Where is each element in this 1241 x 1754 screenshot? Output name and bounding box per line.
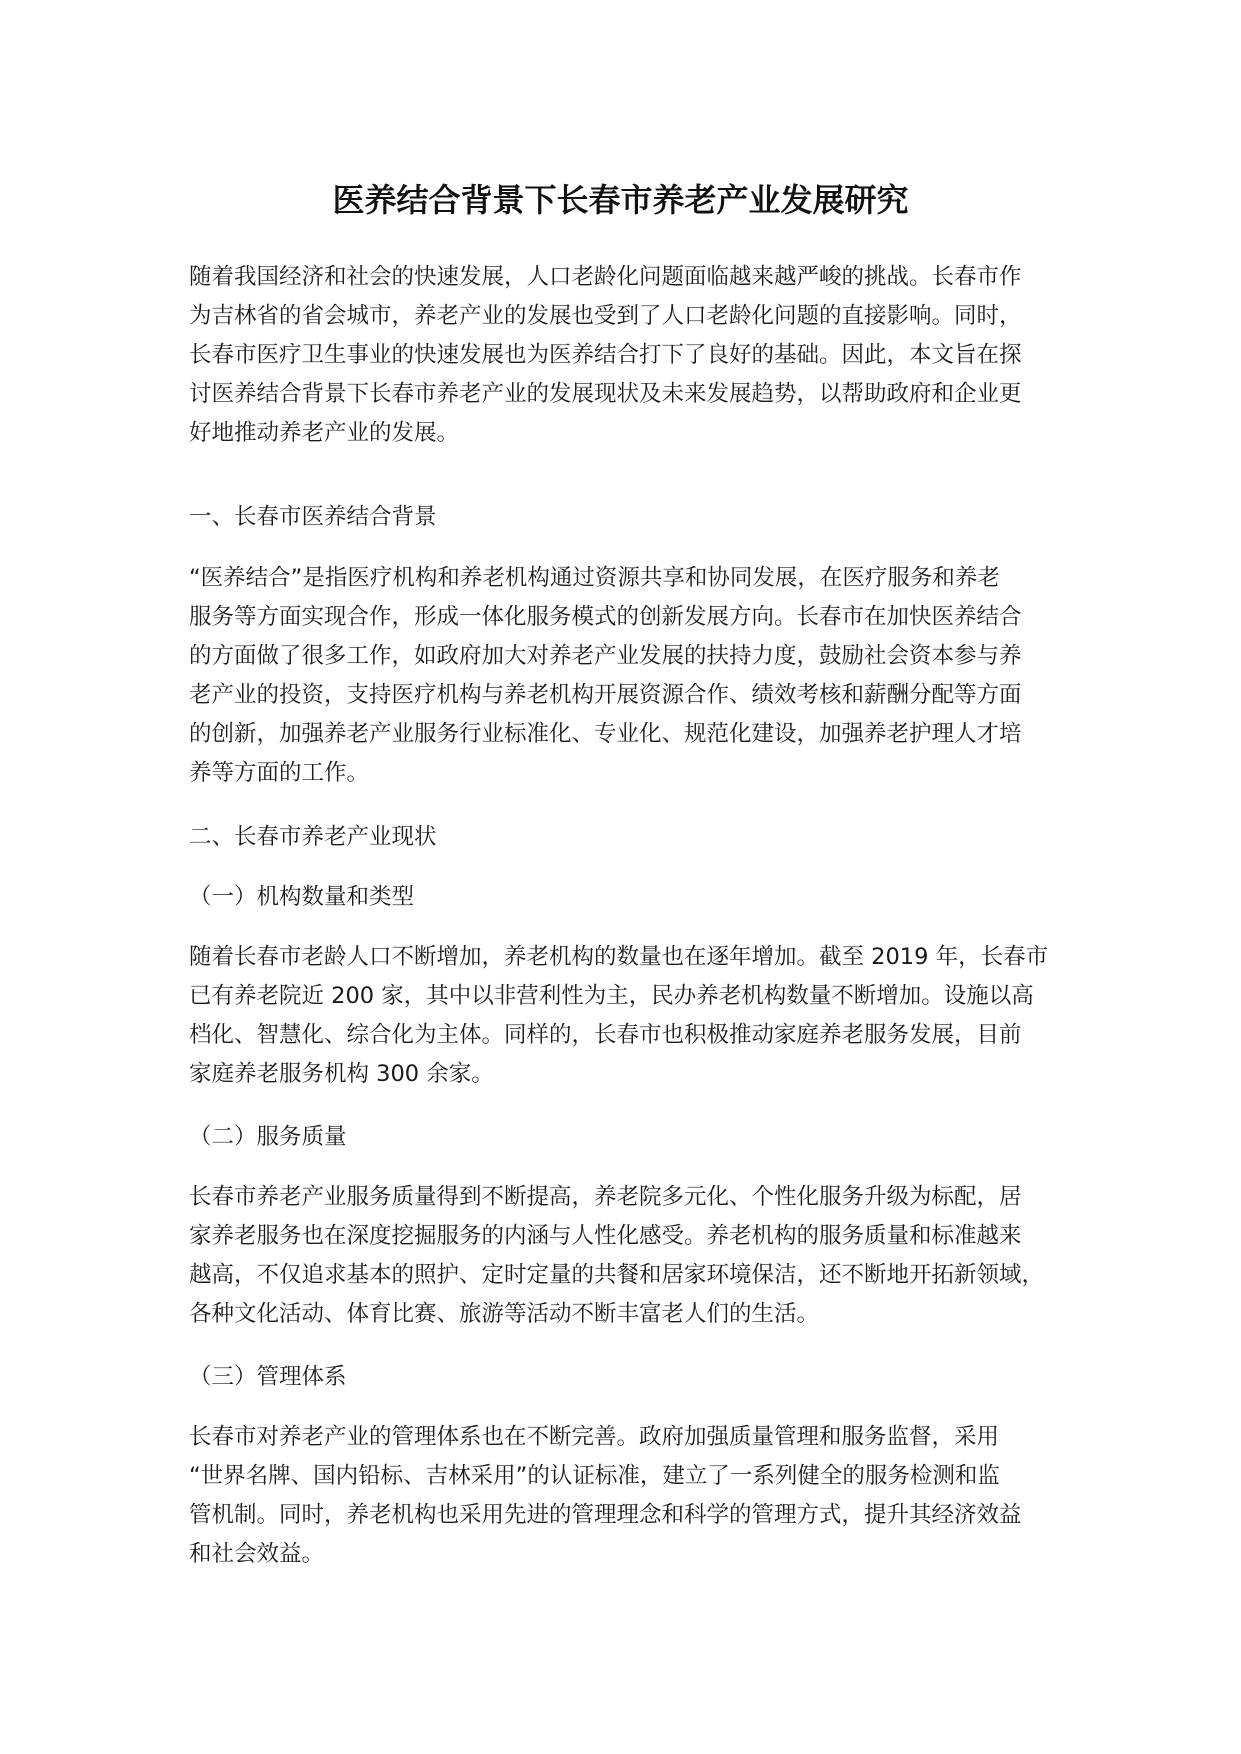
subsection-paragraph	[189, 938, 1069, 1094]
subsection-heading: （一）机构数量和类型	[189, 884, 415, 910]
text-line: 长春市养老产业服务质量得到不断提高，养老院多元化、个性化服务升级为标配，居	[189, 1184, 1022, 1210]
text-line: 长春市对养老产业的管理体系也在不断完善。政府加强质量管理和服务监督，采用	[189, 1424, 1000, 1450]
text-line: 越高，不仅追求基本的照护、定时定量的共餐和居家环境保洁，还不断地开拓新领域，	[189, 1262, 1045, 1288]
text-line: 已有养老院近 200 家，其中以非营利性为主，民办养老机构数量不断增加。设施以高	[189, 983, 1034, 1009]
intro-paragraph	[189, 258, 1069, 453]
subsection-paragraph	[189, 1178, 1069, 1334]
text-line: 的方面做了很多工作，如政府加大对养老产业发展的扶持力度，鼓励社会资本参与养	[189, 643, 1022, 669]
text-line: 服务等方面实现合作，形成一体化服务模式的创新发展方向。长春市在加快医养结合	[189, 604, 1022, 630]
text-line: 和社会效益。	[189, 1541, 325, 1567]
text-line: “医养结合”是指医疗机构和养老机构通过资源共享和协同发展，在医疗服务和养老	[189, 565, 1000, 591]
text-line: 养等方面的工作。	[189, 760, 370, 786]
text-line: 管机制。同时，养老机构也采用先进的管理理念和科学的管理方式，提升其经济效益	[189, 1502, 1022, 1528]
text-line: 好地推动养老产业的发展。	[189, 420, 460, 446]
subsection-heading: （二）服务质量	[189, 1124, 347, 1150]
section-paragraph	[189, 559, 1069, 793]
subsection-paragraph	[189, 1418, 1069, 1574]
text-line: 长春市医疗卫生事业的快速发展也为医养结合打下了良好的基础。因此，本文旨在探	[189, 342, 1022, 368]
text-line: 档化、智慧化、综合化为主体。同样的，长春市也积极推动家庭养老服务发展，目前	[189, 1022, 1022, 1048]
document-title: 医养结合背景下长春市养老产业发展研究	[332, 181, 909, 219]
subsection-heading: （三）管理体系	[189, 1364, 347, 1390]
text-line: 为吉林省的省会城市，养老产业的发展也受到了人口老龄化问题的直接影响。同时，	[189, 303, 1022, 329]
text-line: 老产业的投资，支持医疗机构与养老机构开展资源合作、绩效考核和薪酬分配等方面	[189, 682, 1022, 708]
text-line: 家庭养老服务机构 300 余家。	[189, 1061, 494, 1087]
text-line: 的创新，加强养老产业服务行业标准化、专业化、规范化建设，加强养老护理人才培	[189, 721, 1022, 747]
text-line: 讨医养结合背景下长春市养老产业的发展现状及未来发展趋势，以帮助政府和企业更	[189, 381, 1022, 407]
text-line: 随着我国经济和社会的快速发展，人口老龄化问题面临越来越严峻的挑战。长春市作	[189, 264, 1022, 290]
section-heading: 一、长春市医养结合背景	[189, 504, 437, 530]
text-line: “世界名牌、国内铅标、吉林采用”的认证标准，建立了一系列健全的服务检测和监	[189, 1463, 1000, 1489]
section-heading: 二、长春市养老产业现状	[189, 824, 437, 850]
text-line: 各种文化活动、体育比赛、旅游等活动不断丰富老人们的生活。	[189, 1301, 820, 1327]
text-line: 家养老服务也在深度挖掘服务的内涵与人性化感受。养老机构的服务质量和标准越来	[189, 1223, 1022, 1249]
text-line: 随着长春市老龄人口不断增加，养老机构的数量也在逐年增加。截至 2019 年，长春市	[189, 944, 1049, 970]
